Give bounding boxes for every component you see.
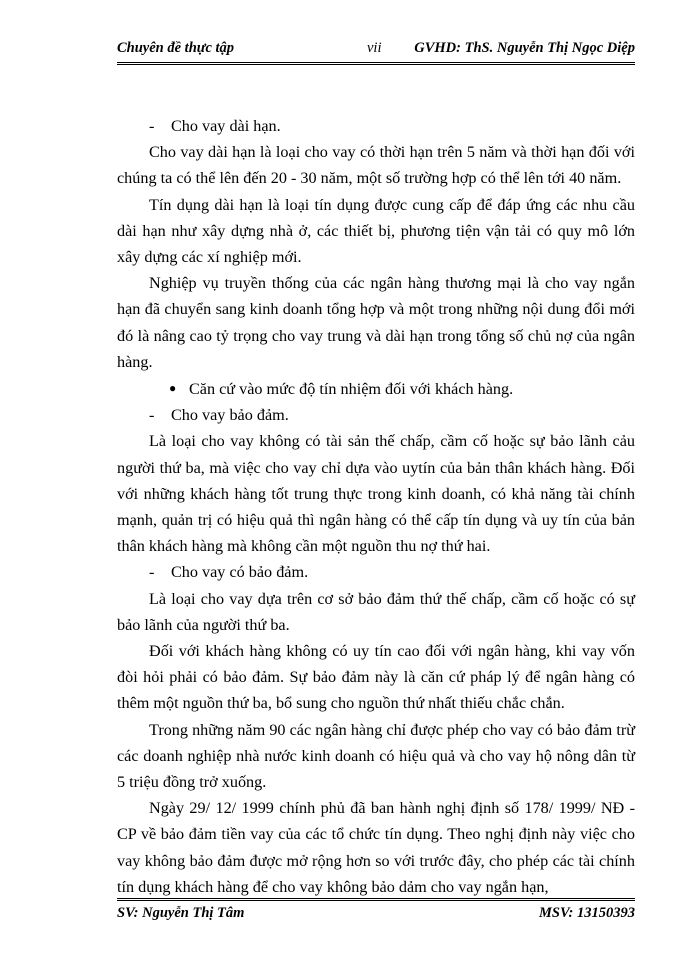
list-item-text: Cho vay bảo đảm. (171, 406, 289, 425)
page-number: vii (367, 40, 382, 56)
paragraph: Tín dụng dài hạn là loại tín dụng được cung cấp để đáp ứng các nhu cầu dài hạn như xây dựng nhà ở, các thiết bị, phương tiện vận tải có quy mô lớn xây dựng các xí nghiệp mới. (117, 195, 635, 267)
paragraph: Đối với khách hàng không có uy tín cao đối với ngân hàng, khi vay vốn đòi hỏi phải có bảo đảm. Sự bảo đảm này là căn cứ pháp lý để ngân hàng có thêm một nguồn thứ ba, bổ sung cho nguồn thứ nhất thiếu chắc chắn. (117, 642, 635, 713)
list-item (117, 113, 635, 139)
dash-marker: - (149, 117, 155, 135)
paragraph: Trong những năm 90 các ngân hàng chỉ được phép cho vay có bảo đảm trừ các doanh nghiệp nhà nước kinh doanh có hiệu quả và cho vay hộ nông dân từ 5 triệu đồng trở xuống. (117, 720, 635, 792)
footer-divider (117, 898, 635, 901)
paragraph: Là loại cho vay không có tài sản thế chấp, cầm cố hoặc sự bảo lãnh cảu người thứ ba, mà việc cho vay chỉ dựa vào uytín của bản thân khách hàng. Đối với những khách hàng tốt trung thực trong kinh doanh, có khả năng tài chính mạnh, quản trị có hiệu quả thì ngân hàng có thể cấp tín dụng và uy tín của bản thân khách hàng mà không cần một nguồn thu nợ thứ hai. (117, 432, 635, 556)
list-item (117, 559, 635, 585)
paragraph: Nghiệp vụ truyền thống của các ngân hàng thương mại là cho vay ngắn hạn đã chuyển sang kinh doanh tổng hợp và một trong những nội dung đổi mới đó là nâng cao tỷ trọng cho vay trung và dài hạn trong tổng số chủ nợ của ngân hàng. (117, 274, 635, 371)
list-item-text: Cho vay có bảo đảm. (171, 563, 309, 582)
footer-student: SV: Nguyễn Thị Tâm (117, 905, 245, 921)
dash-marker: - (149, 563, 155, 582)
footer-student-id: MSV: 13150393 (538, 905, 635, 921)
dash-marker: - (149, 406, 155, 425)
list-item-text: Cho vay dài hạn. (171, 117, 281, 135)
bullet-icon: ● (169, 381, 177, 396)
page-footer (117, 905, 635, 927)
header-divider (117, 62, 635, 65)
paragraph: Là loại cho vay dựa trên cơ sở bảo đảm thứ thế chấp, cầm cố hoặc có sự bảo lãnh của người thứ ba. (117, 589, 635, 634)
document-body (117, 113, 635, 900)
bullet-item (117, 375, 635, 402)
paragraph: Ngày 29/ 12/ 1999 chính phủ đã ban hành nghị định số 178/ 1999/ NĐ - CP về bảo đảm tiền vay của các tổ chức tín dụng. Theo nghị định này việc cho vay không bảo đảm được mở rộng hơn so với trước đây, cho phép các tài chính tín dụng khách hàng để cho vay không bảo dảm cho vay ngắn hạn, (117, 799, 635, 896)
list-item (117, 402, 635, 428)
paragraph: Cho vay dài hạn là loại cho vay có thời hạn trên 5 năm và thời hạn đối với chúng ta có thể lên đến 20 - 30 năm, một số trường hợp có thể lên tới 40 năm. (117, 143, 635, 188)
header-title: Chuyên đề thực tập (117, 40, 235, 56)
bullet-item-text: Căn cứ vào mức độ tín nhiệm đối với khách hàng. (189, 380, 514, 399)
header-supervisor: GVHD: ThS. Nguyễn Thị Ngọc Diệp (414, 40, 635, 56)
page-header (117, 40, 635, 62)
